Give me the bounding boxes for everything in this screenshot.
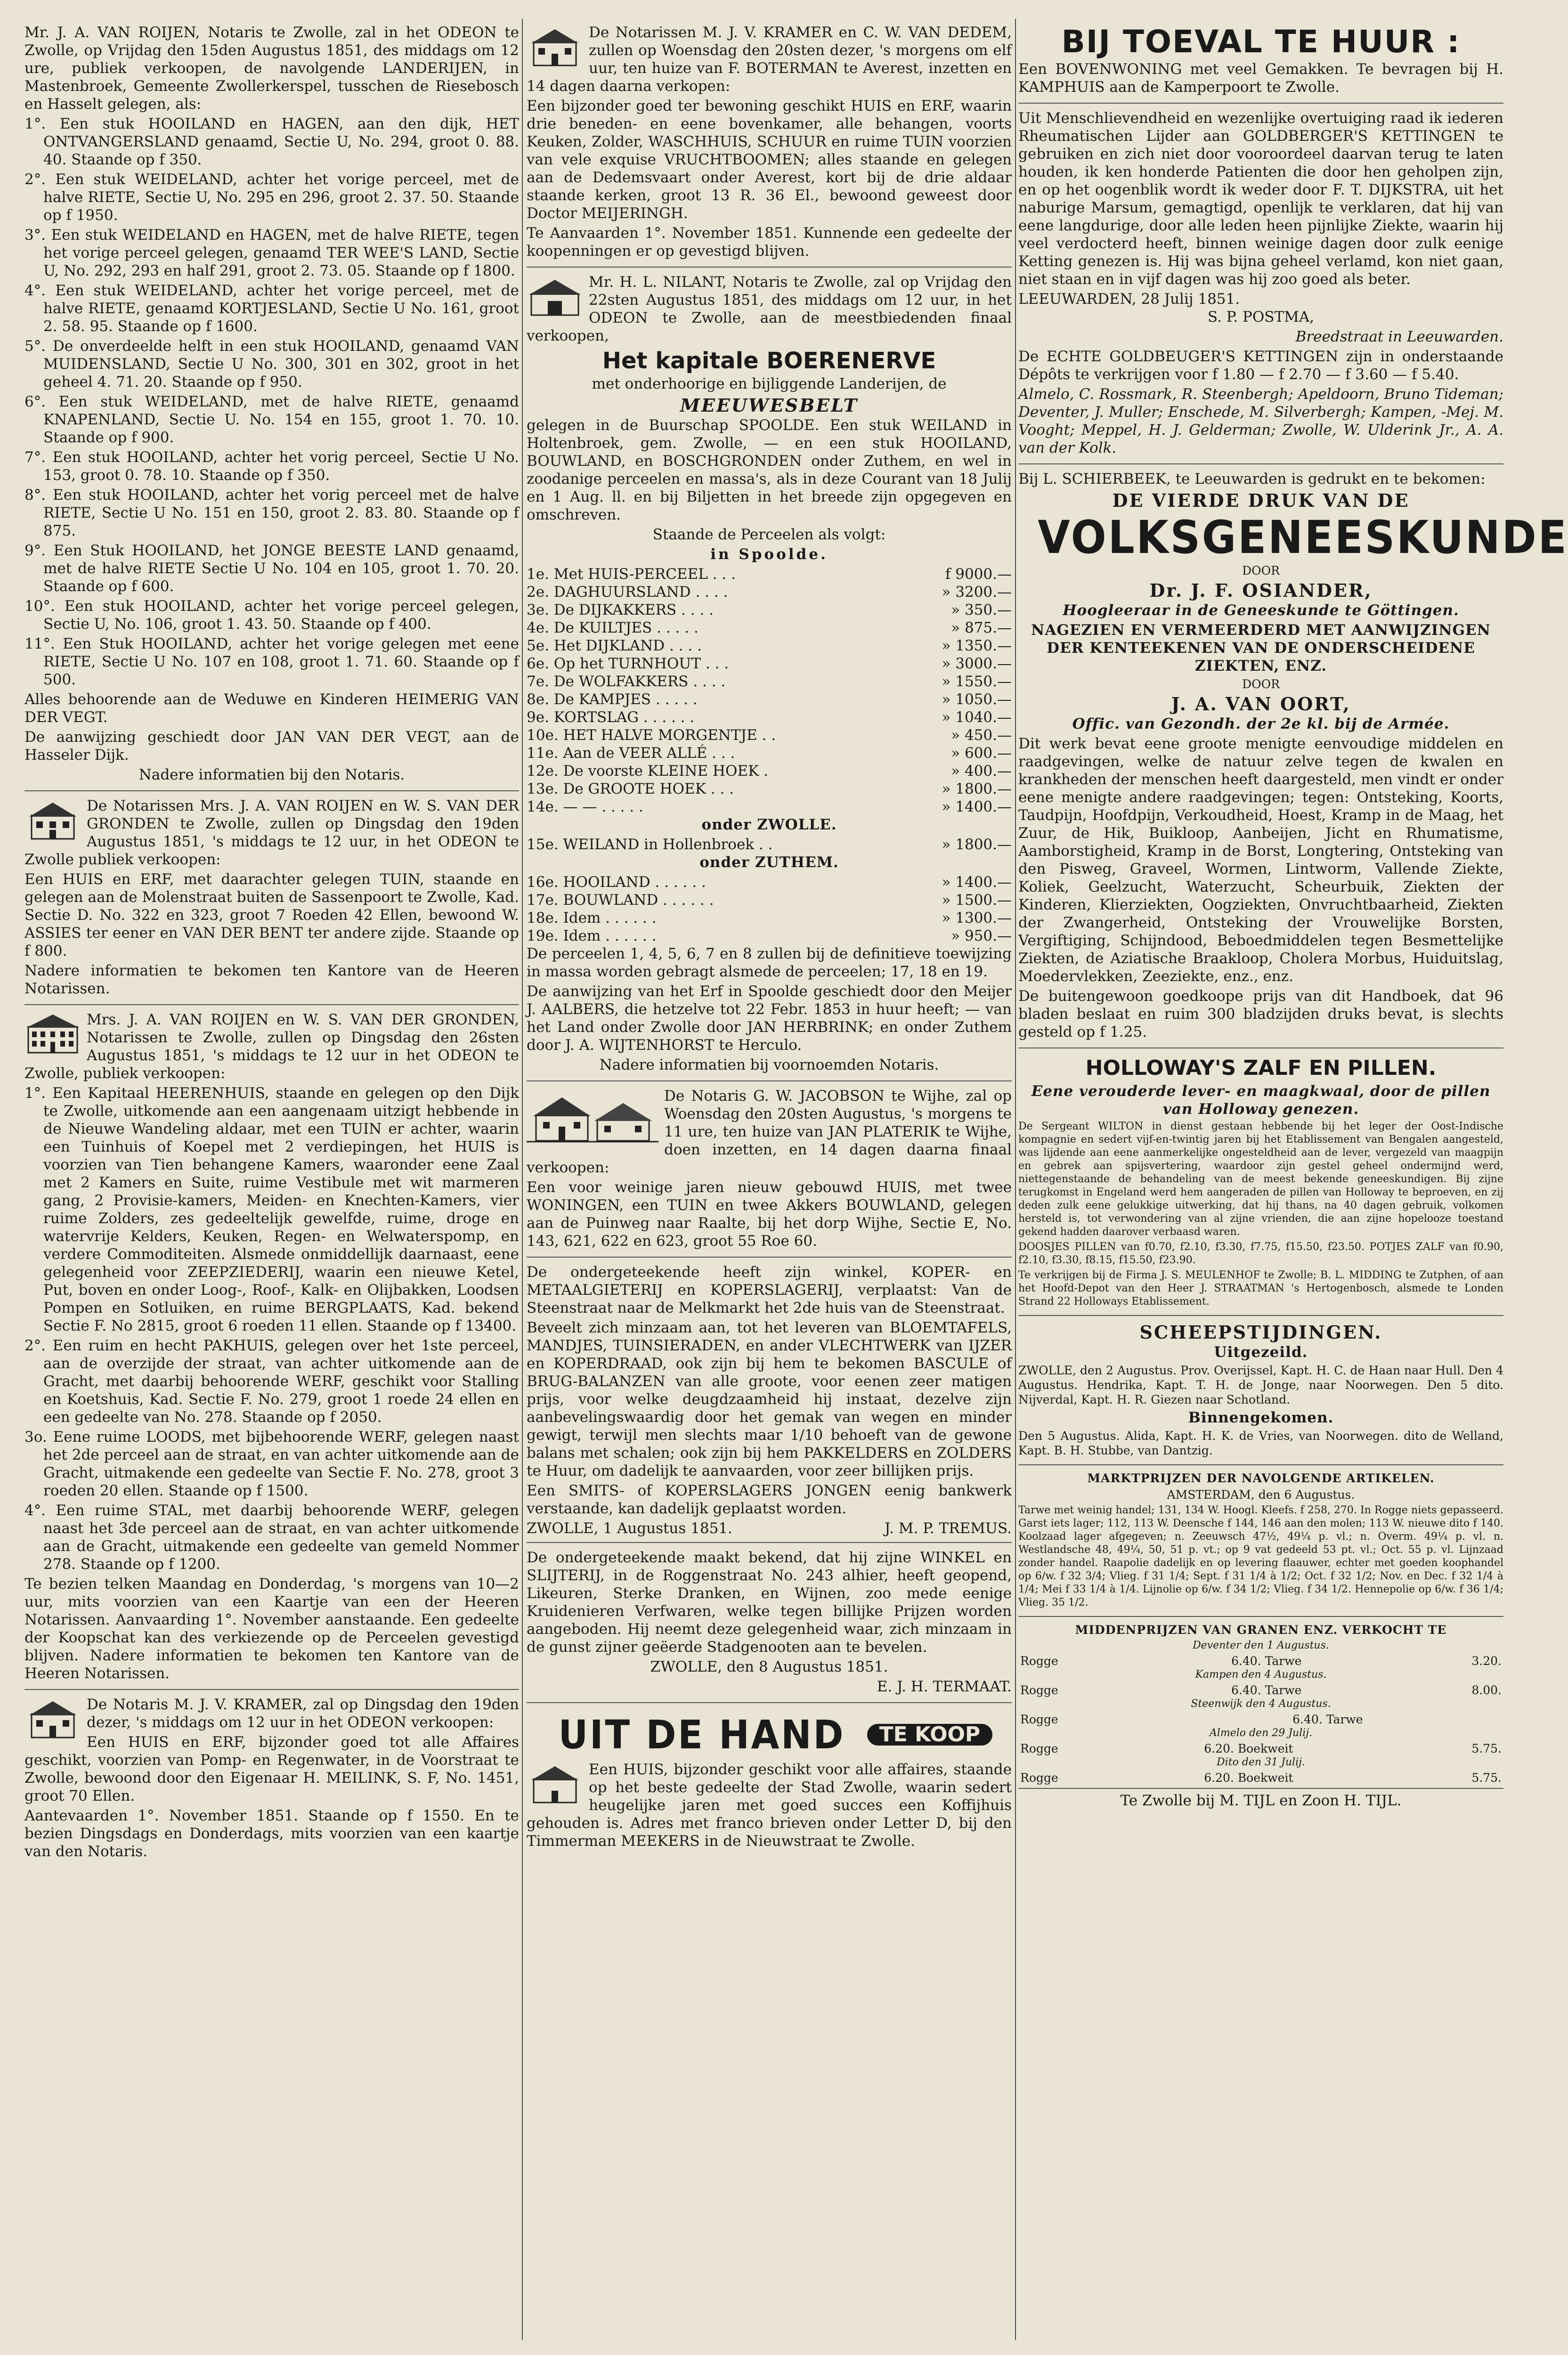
market-table xyxy=(1018,1713,1503,1727)
lot-item: 1°. Een stuk HOOILAND en HAGEN, aan den dijk, HET ONTVANGERSLAND genaamd, Sectie U, No. 294, groot 0. 88. 40. Staande op f 350. xyxy=(24,115,519,168)
market-place: Dito den 31 Julij. xyxy=(1217,1756,1305,1768)
lot-price: » 1300.— xyxy=(942,910,1012,926)
lot-price: » 1800.— xyxy=(942,780,1012,797)
market-place: Almelo den 29 Julij. xyxy=(1209,1727,1313,1739)
lot-price: » 1800.— xyxy=(942,836,1012,853)
advert-outro: De aanwijzing geschiedt door JAN VAN DER VEGT, aan de Hasseler Dijk. xyxy=(24,729,519,763)
te-koop-badge: TE KOOP xyxy=(867,1724,993,1746)
lot-price: f 9000.— xyxy=(945,566,1012,583)
lots-list xyxy=(527,836,1012,853)
market-row xyxy=(1018,1683,1503,1697)
advert-signature xyxy=(527,1519,1012,1537)
market-cell: Rogge xyxy=(1020,1683,1058,1697)
lot-row xyxy=(527,583,1012,601)
section-body: Tarwe met weinig handel; 131, 134 W. Hoogl. Kleefs. f 258, 270. In Rogge niets gepasseerd. Garst iets lager; 112, 113 W. Deensche f 144, 146 aan den molen; 113 W. nieuwe dito f 140. Koolzaad lager afgegeven; n. Zeeuwsch 47½, 49¼ p. vl.; n. Overm. 49¼ p. vl. n. Westlandsche 48, 49¼, 50, 51 p. vt.; op 9 vat gedeeld 53 pt. vl.; Oct. 55 p. vl. Lijnzaad zonder handel. Raapolie dadelijk en op levering flaauwer, echter met goeden koophandel op 6/w. f 32 3/4; Vlieg. f 31 1/4; Sept. f 31 1/4 à 1/2; Oct. f 32 1/2; Nov. en Dec. f 32 1/4 à 1/4; Mei f 33 1/4 à 1/4. Lijnolie op 6/w. f 34 1/2; Vlieg. f 34 1/2. Hennepolie op 6/w. f 36 1/4; Vlieg. 35 1/2. xyxy=(1018,1504,1503,1608)
house-icon xyxy=(24,799,81,841)
section-body: Den 5 Augustus. Alida, Kapt. H. K. de Vries, van Noorwegen. dito de Welland, Kapt. B. H. Stubbe, van Dantzig. xyxy=(1018,1429,1503,1457)
market-cell: Tarwe xyxy=(1265,1683,1302,1697)
lot-item: 3°. Een stuk WEIDELAND en HAGEN, met de halve RIETE, tegen het vorige perceel gelegen, genaamd TER WEE'S LAND, Sectie U, No. 292, 293 en half 291, groot 2. 73. 05. Staande op f 1800. xyxy=(24,227,519,279)
market-cell: Rogge xyxy=(1020,1654,1058,1668)
lot-price: » 3000.— xyxy=(942,655,1012,672)
advert-body: De ECHTE GOLDBEUGER'S KETTINGEN zijn in onderstaande Dépôts te verkrijgen voor f 1.80 — f 2.70 — f 3.60 — f 5.40. xyxy=(1018,348,1503,383)
lot-name: 14e. — — . . . . . xyxy=(527,798,643,815)
advert-outro: Alles behoorende aan de Weduwe en Kinderen HEIMERIG VAN DER VEGT. xyxy=(24,691,519,726)
advert-termaat xyxy=(527,1549,1012,1703)
lot-name: 1e. Met HUIS-PERCEEL . . . xyxy=(527,566,736,583)
lot-row xyxy=(527,762,1012,780)
advert-signature xyxy=(1018,290,1503,308)
market-cell: Rogge xyxy=(1020,1713,1058,1726)
advert-body: Uit Menschlievendheid en wezenlijke overtuiging raad ik iederen Rheumatischen Lijder aan GOLDBERGER'S KETTINGEN te gebruiken en zich niet door vooroordeel daarvan terug te laten houden, ik ken honderde Patienten die door hen geholpen zijn, en op het oogenblik wordt ik weder door F. T. DIJKSTRA, uit het naburige Marsum, gemagtigd, openlijk te verklaren, dat hij van eene langdurige, door alle leden heen pijnlijke Ziekte, waarin hij veel verdocterd heeft, binnen weinige dagen door zulk eenige Ketting genezen is. Hij was bijna geheel verlamd, kon niet gaan, niet staan en in vijf dagen was hij zoo goed als beter. xyxy=(1018,110,1503,288)
advert-body: Dit werk bevat eene groote menigte eenvoudige middelen en raadgevingen, welke de natuur zelve tegen de kwalen en krankheden der menschen heeft daargesteld, men vindt er onder eene menigte andere raadgevingen; tegen: Ontsteking, Koorts, Taudpijn, Hoofdpijn, Verkoudheid, Hoest, Kramp in de Maag, het Zuur, de Hik, Buikloop, Aanbeijen, Jicht en Rhumatisme, Aamborstigheid, Kramp in de Borst, Longtering, Ontsteking van den Pisweg, Graveel, Wormen, Lintworm, Vallende Ziekte, Koliek, Geelzucht, Waterzucht, Scheurbuik, Ziekten der Kinderen, Klierziekten, Oogziekten, Onvruchtbaarheid, Ziekten der Zwangerheid, Ontsteking der Vrouwelijke Borsten, Vergiftiging, Schijndood, Beboedmiddelen tegen Besmettelijke Ziekten, de Aziatische Braakloop, Cholera Morbus, Huiduitslag, Moedervlekken, Zeeziekte, enz., enz. xyxy=(1018,735,1503,985)
author-role: Offic. van Gezondh. der 2e kl. bij de Armée. xyxy=(1072,715,1450,732)
advert-body: Een HUIS, bijzonder geschikt voor alle affaires, staande op het beste gedeelte der Stad Zwolle, waarin sedert heugelijke jaren met goed succes een Koffijhuis gehouden is. Adres met franco brieven onder Letter D, bij den Timmerman MEEKERS in de Nieuwstraat te Zwolle. xyxy=(527,1761,1012,1850)
advert-headline: BIJ TOEVAL TE HUUR : xyxy=(1061,24,1461,60)
advert-body: Een bijzonder goed ter bewoning geschikt HUIS en ERF, waarin drie beneden- en eene bovenkamer, alle behangen, voorts Keuken, Zolder, WASCHHUIS, SCHUUR en ruime TUIN voorzien van vele exquise VRUCHTBOOMEN; alles staande en gelegen aan de Dedemsvaart onder Averest, kort bij de drie aldaar staande kerken, groot 13 R. 36 El., bewoond geweest door Doctor MEIJERINGH. xyxy=(527,97,1012,222)
lot-price: » 1050.— xyxy=(942,691,1012,708)
advert-date: LEEUWARDEN, 28 Julij 1851. xyxy=(1018,291,1240,308)
market-cell: Rogge xyxy=(1020,1771,1058,1785)
advert-outro: De perceelen 1, 4, 5, 6, 7 en 8 zullen bij de definitieve toewijzing in massa worden gebragt alsmede de perceelen; 17, 18 en 19. xyxy=(527,945,1012,980)
place-heading: onder ZUTHEM. xyxy=(699,854,839,871)
advert-signer: E. J. H. TERMAAT. xyxy=(877,1678,1012,1695)
advert-intro: Mr. H. L. NILANT, Notaris te Zwolle, zal op Vrijdag den 22sten Augustus 1851, des middags om 12 uur, in het ODEON te Zwolle, aan de meestbiedenden finaal verkoopen, xyxy=(527,274,1012,344)
lot-name: 10e. HET HALVE MORGENTJE . . xyxy=(527,727,776,744)
scheepstijdingen xyxy=(1018,1322,1503,1465)
advert-te-huur xyxy=(1018,24,1503,104)
advert-intro: De Notaris G. W. JACOBSON te Wijhe, zal op Woensdag den 20sten Augustus, 's morgens te 11 ure, ten huize van JAN PLATERIK te Wijhe, doen inzetten, en 14 dagen daarna finaal verkoopen: xyxy=(527,1088,1012,1176)
market-cell: Rogge xyxy=(1020,1742,1058,1755)
lot-name: 19e. Idem . . . . . . xyxy=(527,927,657,944)
advert-body: gelegen in de Buurschap SPOOLDE. Een stuk WEILAND in Holtenbroek, gem. Zwolle, — en een stuk HOOILAND, BOUWLAND, en BOSCHGRONDEN onder Zuthem, en wel in zoodanige perceelen en massa's, als in deze Courant van 18 Julij en 1 Aug. ll. en bij Biljetten in het breede zijn opgegeven en omschreven. xyxy=(527,417,1012,523)
lot-row xyxy=(527,690,1012,708)
advert-body: Een HUIS en ERF, bijzonder goed tot alle Affaires geschikt, voorzien van Pomp- en Regenwater, in de Voorstraat te Zwolle, bewoond door den Eigenaar H. MEILINK, S. F, No. 1451, groot 70 Ellen. xyxy=(24,1734,519,1804)
middenprijzen xyxy=(1018,1623,1503,1816)
advert-intro: Bij L. SCHIERBEEK, te Leeuwarden is gedrukt en te bekomen: xyxy=(1018,471,1486,487)
market-table xyxy=(1018,1742,1503,1756)
section-headline: MIDDENPRIJZEN VAN GRANEN ENZ. VERKOCHT TE xyxy=(1075,1623,1447,1637)
section-headline: SCHEEPSTIJDINGEN. xyxy=(1139,1322,1382,1343)
advert-kramer-huis xyxy=(24,1696,519,1867)
advert-body: Een voor weinige jaren nieuw gebouwd HUIS, met twee WONINGEN, een TUIN en twee Akkers BOUWLAND, gelegen aan de Puinweg naar Raalte, bij het dorp Wijhe, Sectie E, No. 143, 621, 622 en 623, groot 55 Roe 60. xyxy=(527,1179,1012,1250)
advert-intro: Mr. J. A. VAN ROIJEN, Notaris te Zwolle, zal in het ODEON te Zwolle, op Vrijdag den 15den Augustus 1851, des middags om 12 ure, publiek verkoopen, de navolgende LANDERIJEN, in Mastenbroek, Gemeente Zwollerkerspel, tusschen de Riesebosch en Hasselt gelegen, als: xyxy=(24,24,519,113)
advert-intro: De Notaris M. J. V. KRAMER, zal op Dingsdag den 19den dezer, 's middags om 12 uur in het ODEON verkoopen: xyxy=(87,1696,519,1731)
lot-row xyxy=(527,655,1012,673)
advert-volksgeneeskunde xyxy=(1018,470,1568,1048)
market-row xyxy=(1018,1654,1503,1668)
advert-heerenhuis xyxy=(24,1011,519,1690)
market-cell: 6.20. xyxy=(1204,1742,1234,1755)
lot-price: » 1500.— xyxy=(942,892,1012,909)
lot-row xyxy=(527,708,1012,726)
advert-intro: De ondergeteekende heeft zijn winkel, KOPER- en METAALGIETERIJ en KOPERSLAGERIJ, verplaatst: Van de Steenstraat naar de Melkmarkt het 2de huis van de Steenstraat. xyxy=(527,1264,1012,1316)
market-row xyxy=(1018,1713,1503,1727)
advert-headline-row xyxy=(527,1709,1012,1761)
lot-name: 13e. De GROOTE HOEK . . . xyxy=(527,780,734,797)
lot-name: 5e. Het DIJKLAND . . . . xyxy=(527,637,702,654)
advert-signer: S. P. POSTMA, xyxy=(1207,309,1315,325)
lot-price: » 1400.— xyxy=(942,798,1012,815)
market-cell: 5.75. xyxy=(1471,1771,1502,1785)
marktprijzen xyxy=(1018,1471,1503,1617)
market-table xyxy=(1018,1683,1503,1697)
place-heading: onder ZWOLLE. xyxy=(701,816,837,833)
lot-price: » 875.— xyxy=(951,619,1012,636)
market-place: Deventer den 1 Augustus. xyxy=(1193,1640,1329,1651)
lot-name: 6e. Op het TURNHOUT . . . xyxy=(527,655,729,672)
lot-item: 2°. Een stuk WEIDELAND, achter het vorige perceel, met de halve RIETE, Sectie U, No. 295 en 296, groot 2. 37. 50. Staande op f 1950. xyxy=(24,171,519,224)
market-cell xyxy=(1488,1713,1503,1727)
lot-item: 2°. Een ruim en hecht PAKHUIS, gelegen over het 1ste perceel, aan de overzijde der straat, van achter uitkomende aan de Gracht, met daarbij behoorende WERF, geschikt voor Stalling en Koetshuis, Kad. Sectie F. No. 279, groot 1 roede 24 ellen en een gedeelte van No. 278. Staande op f 2050. xyxy=(24,1337,519,1426)
lot-item: 3o. Eene ruime LOODS, met bijbehoorende WERF, gelegen naast het 2de perceel aan de straat, en van achter uitkomende aan de Gracht, uitmakende een gedeelte van Sectie F. No. 278, groot 3 roeden 20 ellen. Staande op f 1500. xyxy=(24,1429,519,1499)
lot-row xyxy=(527,891,1012,909)
market-cell: Tarwe xyxy=(1265,1654,1302,1668)
advert-headline: Het kapitale BOERENERVE xyxy=(602,348,936,374)
book-price: De buitengewoon goedkoope prijs van dit Handboek, dat 96 bladen beslaat en ruim 300 bladzijden druks bevat, is slechts gesteld op f 1.25. xyxy=(1018,988,1503,1040)
lot-name: 15e. WEILAND in Hollenbroek . . xyxy=(527,836,773,853)
section-headline: MARKTPRIJZEN DER NAVOLGENDE ARTIKELEN. xyxy=(1087,1471,1435,1485)
advert-notarissen-gronden xyxy=(24,797,519,1005)
door-label: DOOR xyxy=(1242,564,1280,577)
lot-row xyxy=(527,673,1012,690)
lot-row xyxy=(527,637,1012,655)
advert-outro: Nadere informatien bij den Notaris. xyxy=(138,766,405,783)
lot-row xyxy=(527,909,1012,927)
advert-holloway xyxy=(1018,1054,1503,1316)
book-author: Dr. J. F. OSIANDER, xyxy=(1149,580,1373,601)
book-author: J. A. VAN OORT, xyxy=(1171,693,1351,715)
lot-price: » 1040.— xyxy=(942,709,1012,726)
lot-item: 5°. De onverdeelde helft in een stuk HOOILAND, genaamd VAN MUIDENSLAND, Sectie U No. 300, 301 en 302, groot in het geheel 4. 71. 20. Staande op f 950. xyxy=(24,338,519,390)
advert-uit-de-hand xyxy=(527,1709,1012,1857)
lot-item: 6°. Een stuk WEIDELAND, met de halve RIETE, genaamd KNAPENLAND, Sectie U. No. 154 en 155, groot 1. 70. 10. Staande op f 900. xyxy=(24,393,519,446)
lot-item: 4°. Een ruime STAL, met daarbij behoorende WERF, gelegen naast het 3de perceel aan de straat, en van achter uitkomende aan de Gracht, uitmakende een gedeelte van gemeld Nommer 278. Staande op f 1200. xyxy=(24,1502,519,1573)
advert-nilant-boerenerve xyxy=(527,273,1012,1081)
lot-row xyxy=(527,601,1012,619)
book-edition: NAGEZIEN EN VERMEERDERD MET AANWIJZINGEN DER KENTEEKENEN VAN DE ONDERSCHEIDENE ZIEKTEN, ENZ. xyxy=(1031,622,1491,674)
lot-name: 11e. Aan de VEER ALLÉ . . . xyxy=(527,745,735,762)
book-title: VOLKSGENEESKUNDE xyxy=(1038,511,1568,564)
market-cell: 6.20. xyxy=(1204,1771,1234,1785)
house-icon xyxy=(24,1697,81,1740)
markets-list xyxy=(1018,1639,1503,1785)
advert-line: DE VIERDE DRUK VAN DE xyxy=(1112,490,1410,511)
lot-price: » 950.— xyxy=(951,927,1012,944)
advert-date: ZWOLLE, den 8 Augustus 1851. xyxy=(650,1658,888,1675)
column-rule xyxy=(1015,19,1016,2340)
advert-body: De ondergeteekende maakt bekend, dat hij zijne WINKEL en SLIJTERIJ, in de Roggenstraat No. 243 alhier, heeft geopend, Likeuren, Sterke Dranken, en Wijnen, zoo mede eenige Kruidenieren Verfwaren, welke tegen billijke Prijzen worden aangeboden. Hij neemt deze gelegenheid waar, zich minzaam in de gunst zijner geëerde Stadgenooten aan te bevelen. xyxy=(527,1549,1012,1656)
lot-row xyxy=(527,780,1012,798)
advert-tremus xyxy=(527,1263,1012,1543)
market-place: Kampen den 4 Augustus. xyxy=(1195,1669,1327,1681)
author-role: Hoogleeraar in de Geneeskunde te Göttingen. xyxy=(1063,602,1459,619)
printer-footer: Te Zwolle bij M. TIJL en Zoon H. TIJL. xyxy=(1120,1792,1402,1809)
lot-price: » 1550.— xyxy=(942,673,1012,690)
section-body: ZWOLLE, den 2 Augustus. Prov. Overijssel, Kapt. H. C. de Haan naar Hull. Den 4 Augustus. Hendrika, Kapt. T. H. de Jonge, naar Noorwegen. Den 5 dito. Nijverdal, Kapt. H. R. Giezen naar Schotland. xyxy=(1018,1364,1503,1406)
advert-intro: Mrs. J. A. VAN ROIJEN en W. S. VAN DER GRONDEN, Notarissen te Zwolle, zullen op Dingsdag den 26sten Augustus 1851, 's middags te 12 uur in het ODEON te Zwolle, publiek verkoopen: xyxy=(24,1011,519,1082)
market-cell: Tarwe xyxy=(1326,1713,1363,1726)
advert-intro: De Notarissen M. J. V. KRAMER en C. W. VAN DEDEM, zullen op Woensdag den 20sten dezer, 's morgens om elf uur, ten huize van F. BOTERMAN te Averest, inzetten en 14 dagen daarna verkopen: xyxy=(527,24,1012,95)
advert-sub: Eene verouderde lever- en maagkwaal, door de pillen van Holloway genezen. xyxy=(1031,1083,1491,1118)
market-cell: 6.40. xyxy=(1231,1654,1261,1668)
section-sub: Binnengekomen. xyxy=(1188,1409,1334,1426)
market-cell: 6.40. xyxy=(1231,1683,1261,1697)
section-sub: Uitgezeild. xyxy=(1214,1344,1308,1361)
advert-sub: met onderhoorige en bijliggende Landerijen, de xyxy=(592,375,947,392)
lot-item: 8°. Een stuk HOOILAND, achter het vorig perceel met de halve RIETE, Sectie U No. 151 en 150, groot 2. 83. 80. Staande op f 875. xyxy=(24,487,519,539)
lot-item: 11°. Een Stuk HOOILAND, achter het vorige gelegen met eene RIETE, Sectie U No. 107 en 108, groot 1. 71. 60. Staande op f 500. xyxy=(24,635,519,688)
lot-price: » 450.— xyxy=(951,727,1012,744)
lot-name: 2e. DAGHUURSLAND . . . . xyxy=(527,584,728,601)
lot-name: 4e. De KUILTJES . . . . . xyxy=(527,619,699,636)
advert-goldberger xyxy=(1018,109,1503,464)
advert-body: Een SMITS- of KOPERSLAGERS JONGEN eenig bankwerk verstaande, kan dadelijk geplaatst worden. xyxy=(527,1482,1012,1517)
section-sub: AMSTERDAM, den 6 Augustus. xyxy=(1167,1488,1355,1502)
advert-outro: De aanwijzing van het Erf in Spoolde geschiedt door den Meijer J. AALBERS, die hetzelve tot 22 Febr. 1853 in huur heeft; — van het Land onder Zwolle door JAN HERBRINK; en onder Zuthem door J. A. WIJTENHORST te Herculo. xyxy=(527,983,1012,1054)
column-1 xyxy=(24,24,519,2340)
advert-date: ZWOLLE, 1 Augustus 1851. xyxy=(527,1520,732,1537)
lot-item: 1°. Een Kapitaal HEERENHUIS, staande en gelegen op den Dijk te Zwolle, uitkomende aan een aangenaam uitzigt hebbende in de Nieuwe Wandeling aldaar, met een TUIN er achter, waarin een Tuinhuis of Koepel met 2 verdiepingen, het HUIS is voorzien van Tien behangene Kamers, waaronder eene Zaal met 2 Kamers en Suite, ruime Vestibule met wit marmeren gang, 2 Provisie-kamers, Meiden- en Knechten-Kamers, vier ruime Zolders, zes gedeeltelijk gewelfde, ruime, droge en watervrije Kelders, Keuken, Regen- en Welwaterspomp, en verdere Commoditeiten. Alsmede onmiddellijk daarnaast, eene gelegenheid voor ZEEPZIEDERIJ, waarin een nieuwe Ketel, Put, boven en onder Loog-, Roof-, Kalk- en Olijbakken, Loodsen Pompen en Sotluiken, en ruime BERGPLAATS, Kad. bekend Sectie F. No 2815, groot 6 roeden 11 ellen. Staande op f 13400. xyxy=(24,1085,519,1334)
price-list: DOOSJES PILLEN van f0.70, f2.10, f3.30, f7.75, f15.50, f23.50. POTJES ZALF van f0.90, f2.10, f3.30, f8.15, f15.50, f23.90. xyxy=(1018,1241,1503,1266)
advert-intro: De Notarissen Mrs. J. A. VAN ROIJEN en W. S. VAN DER GRONDEN te Zwolle, zullen op Dingsdag den 19den Augustus 1851, 's middags te 12 uur, in het ODEON te Zwolle publiek verkoopen: xyxy=(24,797,519,868)
market-row xyxy=(1018,1742,1503,1756)
advert-body: Een BOVENWONING met veel Gemakken. Te bevragen bij H. KAMPHUIS aan de Kamperpoort te Zwolle. xyxy=(1018,61,1503,96)
house-icon xyxy=(527,1762,583,1805)
lot-price: » 1350.— xyxy=(942,637,1012,654)
lot-row xyxy=(527,726,1012,744)
lot-item: 4°. Een stuk WEIDELAND, achter het vorige perceel, met de halve RIETE, genaamd KORTJESLAND, Sectie U No. 161, groot 2. 58. 95. Staande op f 1600. xyxy=(24,282,519,335)
market-cell: Boekweit xyxy=(1237,1742,1293,1755)
advert-headline: UIT DE HAND xyxy=(558,1712,845,1758)
estate-name: MEEUWESBELT xyxy=(680,395,859,416)
lot-name: 3e. De DIJKAKKERS . . . . xyxy=(527,601,714,618)
advert-outro: Te bezien telken Maandag en Donderdag, 's morgens van 10—2 uur, mits voorzien van een Kaartje van een der Heeren Notarissen. Aanvaarding 1°. November aanstaande. Een gedeelte der Koopschat kan des verkiezende op de Perceelen gevestigd blijven. Nadere informatien te bekomen ten Kantore van de Heeren Notarissen. xyxy=(24,1575,519,1682)
market-place: Steenwijk den 4 Augustus. xyxy=(1191,1698,1331,1710)
lot-row xyxy=(527,927,1012,945)
lot-item: 9°. Een Stuk HOOILAND, het JONGE BEESTE LAND genaamd, met de halve RIETE Sectie U No. 104 en 105, groot 1. 70. 20. Staande op f 600. xyxy=(24,542,519,595)
market-table xyxy=(1018,1654,1503,1668)
column-2 xyxy=(527,24,1012,2340)
advert-body: Een HUIS en ERF, met daarachter gelegen TUIN, staande en gelegen aan de Molenstraat buiten de Sassenpoort te Zwolle, Kad. Sectie D. No. 322 en 323, groot 7 Roeden 42 Ellen, bewoond W. ASSIES ter eener en VAN DER BENT ter andere zijde. Staande op f 800. xyxy=(24,871,519,959)
mansion-icon xyxy=(24,1013,81,1055)
advert-signer: J. M. P. TREMUS. xyxy=(885,1520,1012,1537)
market-cell: 3.20. xyxy=(1471,1654,1502,1668)
advert-van-roijen-landerijen xyxy=(24,24,519,791)
lot-item: 7°. Een stuk HOOILAND, achter het vorig perceel, Sectie U No. 153, groot 0. 78. 10. Staande op f 350. xyxy=(24,449,519,484)
lot-name: 12e. De voorste KLEINE HOEK . xyxy=(527,763,768,780)
advert-kramer-dedem xyxy=(527,24,1012,268)
lots-list xyxy=(527,873,1012,945)
lot-row xyxy=(527,798,1012,816)
depot-list: Te verkrijgen bij de Firma J. S. MEULENHOF te Zwolle; B. L. MIDDING te Zutphen, of aan het Hoofd-Depot van den Heer J. STRAATMAN 's Hertogenbosch, alsmede te Londen Strand 22 Holloways Etablissement. xyxy=(1018,1269,1503,1307)
advert-outro: Nadere informatien te bekomen ten Kantore van de Heeren Notarissen. xyxy=(24,962,519,997)
place-heading: in Spoolde. xyxy=(710,546,828,563)
house-icon xyxy=(527,25,583,68)
lot-price: » 600.— xyxy=(951,745,1012,762)
advert-body: De Sergeant WILTON in dienst gestaan hebbende bij het leger der Oost-Indische kompagnie en sedert vijf-en-twintig jaren bij het Etablissement van Bengalen aangesteld, was lijdende aan eene aanmerkelijke ongesteldheid aan de lever, vergezeld van maagpijn en gebrek aan spijsvertering, waardoor zijn gestel geheel ondermijnd werd, niettegenstaande de behandeling van de meest bekende geneeskundigen. Bij zijne terugkomst in Engeland werd hem aangeraden de pillen van Holloway te beproeven, en zij deden zulk eene gelukkige uitwerking, dat hij thans, na 40 dagen gebruik, volkomen hersteld is, tot verwondering van al zijne vrienden, die aan zijne hopelooze toestand gekend hadden daarover verbaasd waren. xyxy=(1018,1121,1503,1238)
advert-outro: Nadere informatien bij voornoemden Notaris. xyxy=(599,1056,939,1073)
lot-row xyxy=(527,873,1012,891)
lot-row xyxy=(527,565,1012,583)
lot-price: » 1400.— xyxy=(942,874,1012,891)
lot-price: » 350.— xyxy=(951,601,1012,618)
column-3 xyxy=(1018,24,1568,2340)
lot-row xyxy=(527,619,1012,637)
lot-name: 17e. BOUWLAND . . . . . . xyxy=(527,892,714,909)
farm-icon xyxy=(527,275,583,317)
lot-row xyxy=(527,744,1012,762)
column-rule xyxy=(522,19,523,2340)
market-cell: 8.00. xyxy=(1471,1683,1502,1697)
advert-outro: Aantevaarden 1°. November 1851. Staande op f 1550. En te bezien Dingsdags en Donderdags, mits voorzien van een kaartje van den Notaris. xyxy=(24,1807,519,1860)
lot-name: 9e. KORTSLAG . . . . . . xyxy=(527,709,695,726)
market-cell: Boekweit xyxy=(1237,1771,1293,1785)
door-label: DOOR xyxy=(1242,677,1280,691)
advert-jacobson xyxy=(527,1087,1012,1258)
market-table xyxy=(1018,1771,1503,1785)
lot-name: 16e. HOOILAND . . . . . . xyxy=(527,874,706,891)
lots-title: Staande de Perceelen als volgt: xyxy=(652,526,886,543)
market-row xyxy=(1018,1771,1503,1785)
lot-name: 8e. De KAMPJES . . . . . xyxy=(527,691,698,708)
advert-signer-address: Breedstraat in Leeuwarden. xyxy=(1295,328,1503,345)
village-icon xyxy=(527,1089,658,1145)
lot-row xyxy=(527,836,1012,853)
lots-list xyxy=(527,565,1012,816)
advert-outro: Te Aanvaarden 1°. November 1851. Kunnende een gedeelte der koopenningen er op gevestigd blijven. xyxy=(527,225,1012,260)
market-cell: 6.40. xyxy=(1292,1713,1323,1726)
advert-headline: HOLLOWAY'S ZALF EN PILLEN. xyxy=(1085,1056,1437,1080)
advert-body: Beveelt zich minzaam aan, tot het leveren van BLOEMTAFELS, MANDJES, TUINSIERADEN, en ander VLECHTWERK van IJZER en KOPERDRAAD, ook zijn bij hem te bekomen BASCULE of BRUG-BALANZEN van alle groote, voor eenen zeer matigen prijs, voor welke deugdzaamheid hij instaat, dezelve zijn aanbevelingswaardig door het gemak van wegen en minder gewigt, terwijl men slechts maar 1/10 behoeft van de gewone balans met schalen; ook zijn bij hem PAKKELDERS en ZOLDERS te Huur, om dadelijk te aanvaarden, voor zeer billijken prijs. xyxy=(527,1319,1012,1479)
lot-name: 18e. Idem . . . . . . xyxy=(527,910,657,926)
lot-price: » 400.— xyxy=(951,763,1012,780)
market-cell: 5.75. xyxy=(1471,1742,1502,1755)
lot-price: » 3200.— xyxy=(942,584,1012,601)
lot-name: 7e. De WOLFAKKERS . . . . xyxy=(527,673,726,690)
depot-list: Almelo, C. Rossmark, R. Steenbergh; Apeldoorn, Bruno Tideman; Deventer, J. Muller; Enschede, M. Silverbergh; Kampen, -Mej. M. Vooght; Meppel, H. J. Gelderman; Zwolle, W. Ulderink Jr., A. A. van der Kolk. xyxy=(1018,386,1503,456)
lot-item: 10°. Een stuk HOOILAND, achter het vorige perceel gelegen, Sectie U, No. 106, groot 1. 43. 50. Staande op f 400. xyxy=(24,598,519,633)
